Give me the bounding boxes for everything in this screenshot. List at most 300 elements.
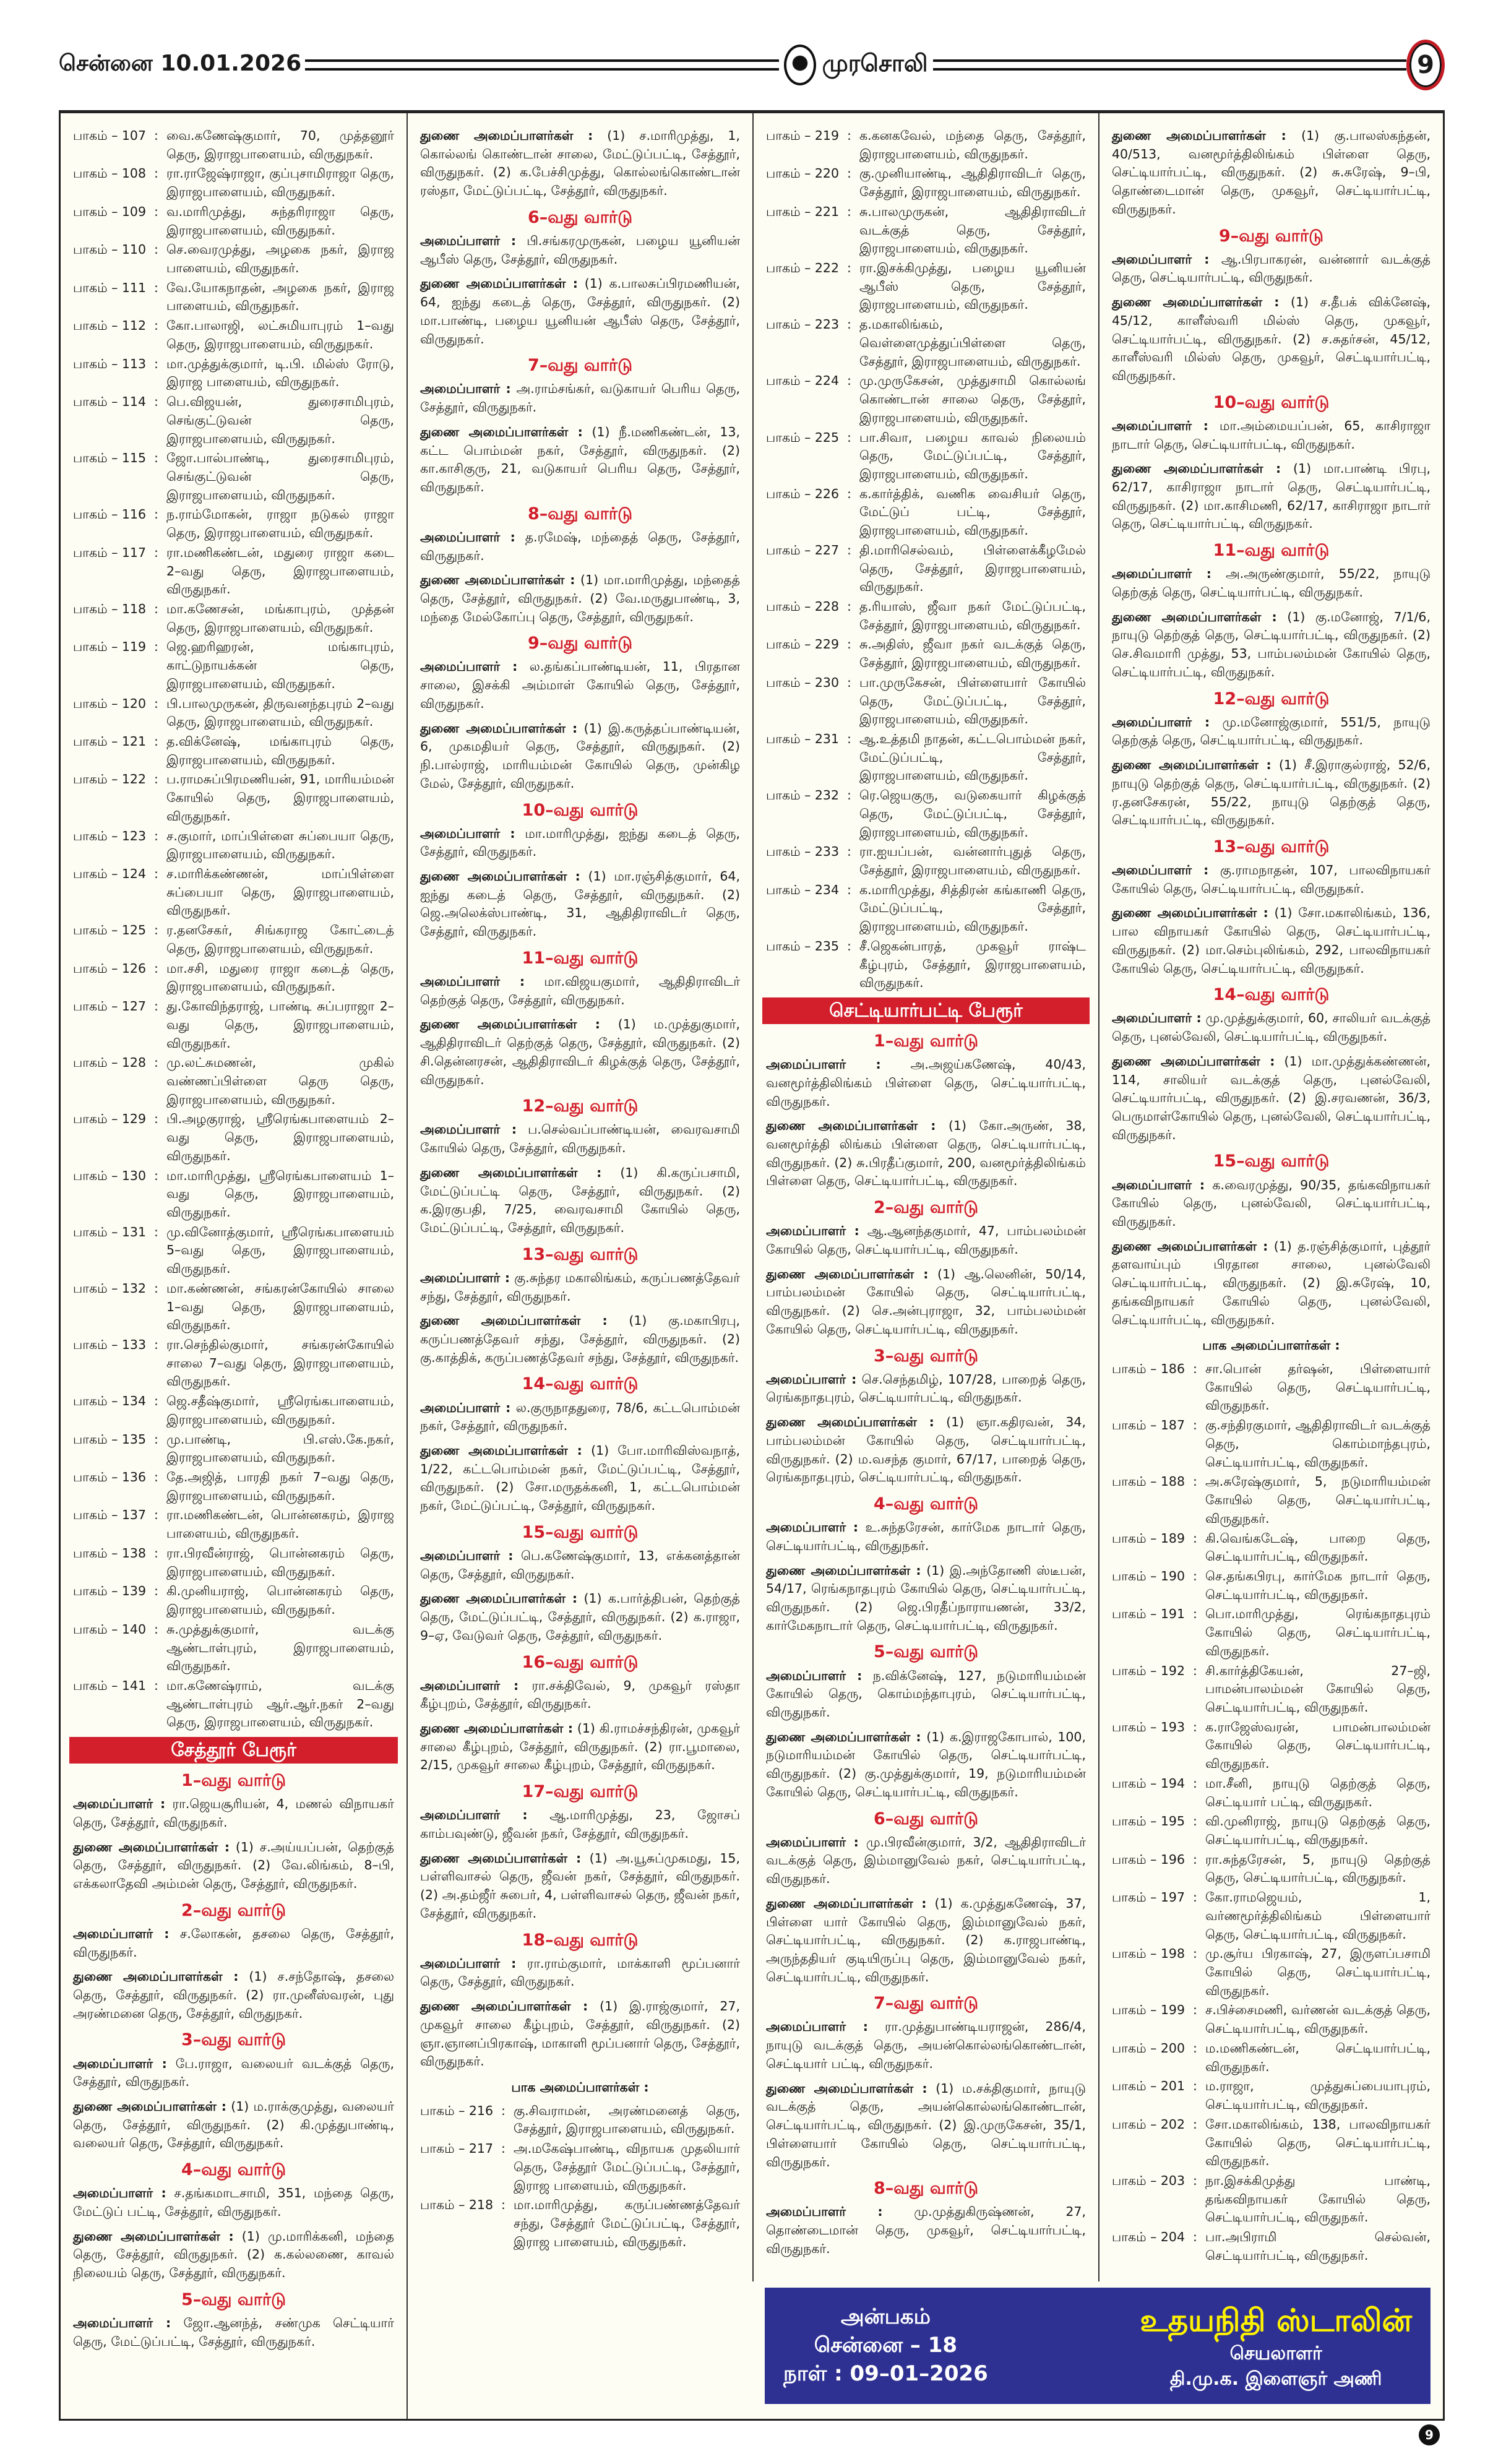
booth-organizer: பொ.மாரிமுத்து, ரெங்கநாதபுரம் கோயில் தெரு, செட்டியார்பட்டி, விருதுநகர். xyxy=(1205,1606,1431,1658)
organizer-text: பெ.கணேஷ்குமார், 13, எக்கனத்தான் தெரு, சேத்தூர், விருதுநகர். xyxy=(420,1548,740,1582)
booth-number: பாகம் – 221 xyxy=(766,204,839,219)
ward-deputies xyxy=(420,1312,740,1367)
organizer-text: அ.அருண்குமார், 55/22, நாயுடு தெற்குத் தெரு, செட்டியார்பட்டி, விருதுநகர். xyxy=(1112,566,1431,600)
separator: : xyxy=(154,1583,158,1599)
ward-deputies xyxy=(1112,1053,1431,1145)
organizer-text: மு.பிரவீன்குமார், 3/2, ஆதிதிராவிடர் வடக்குத் தெரு, இம்மானுவேல் நகர், செட்டியார்பட்டி, விருதுநகர். xyxy=(766,1834,1086,1887)
ward-heading: 15–வது வார்டு xyxy=(522,1522,639,1542)
booth-organizer: கு.முனியாண்டி, ஆதிதிராவிடர் தெரு, சேத்தூர், இராஜபாளையம், விருதுநகர். xyxy=(859,166,1086,200)
booth-number: பாகம் – 226 xyxy=(766,486,839,501)
separator: : xyxy=(847,128,851,143)
booth-number: பாகம் – 114 xyxy=(73,394,146,410)
deputies-text: (1) கி.கருப்பசாமி, மேட்டுப்பட்டி தெரு, சேத்தூர், விருதுநகர். (2) க.இரகுபதி, 7/25, வைரவசாமி கோயில் தெரு, மேட்டுப்பட்டி, சேத்தூர், விருதுநகர். xyxy=(420,1165,740,1235)
booth-entry xyxy=(1112,1662,1431,1717)
column-2 xyxy=(407,113,752,2419)
deputies-label: துணை அமைப்பாளர்கள் : xyxy=(766,2080,927,2096)
booth-organizer: ரா.பிரவீன்ராஜ், பொன்னகரம் தெரு, இராஜபாளையம், விருதுநகர். xyxy=(166,1545,394,1579)
ward-organizer xyxy=(420,1269,740,1306)
organizer-text: த.ரமேஷ், மந்தைத் தெரு, சேத்தூர், விருதுநகர். xyxy=(420,529,740,563)
deputies-label: துணை அமைப்பாளர்கள் : xyxy=(73,1969,239,1984)
ward-deputies xyxy=(420,720,740,793)
booth-organizer: மா.மாரிமுத்து, கருப்பண்ணத்தேவர் சந்து, சேத்தூர் மேட்டுப்பட்டி, சேத்தூர், இராஜ பாளையம், விருதுநகர். xyxy=(514,2197,740,2249)
organizer-label: அமைப்பாளர் : xyxy=(73,2315,171,2330)
booth-number: பாகம் – 137 xyxy=(73,1507,146,1523)
deputies-text: (1) க.பாலசுப்பிரமணியன், 64, ஐந்து கடைத் தெரு, சேத்தூர், விருதுநகர். (2) மா.பாண்டி, பழைய யூனியன் ஆபீஸ் தெரு, சேத்தூர், விருதுநகர். xyxy=(420,276,740,347)
page-header xyxy=(59,43,1445,87)
booth-organizer: சா.பொன் தர்ஷன், பிள்ளையார் கோயில் தெரு, செட்டியார்பட்டி, விருதுநகர். xyxy=(1205,1361,1431,1413)
ward-deputies xyxy=(420,1720,740,1775)
organizer-label: அமைப்பாளர் : xyxy=(420,1400,511,1415)
organizer-label: அமைப்பாளர் : xyxy=(766,2204,883,2220)
organizer-label: அமைப்பாளர் : xyxy=(1112,566,1211,582)
organizer-text: ரா.முத்துபாண்டியராஜன், 286/4, நாயுடு வடக்குத் தெரு, அயன்கொல்லங்கொண்டான், செட்டியார் பட்டி, விருதுநகர். xyxy=(766,2019,1086,2071)
ward-heading: 1–வது வார்டு xyxy=(873,1032,979,1051)
booth-organizer: கோ.ராமஜெயம், 1, வர்ணமூர்த்திலிங்கம் பிள்ளையார் தெரு, செட்டியார்பட்டி, விருதுநகர். xyxy=(1205,1890,1431,1942)
ward-organizer xyxy=(766,1833,1086,1889)
deputies-text: (1) கி.ராமச்சந்திரன், முகவூர் சாலை கீழ்புறம், சேத்தூர், விருதுநகர். (2) ரா.பூமாலை, 2/15, முகவூர் சாலை கீழ்புறம், சேத்தூர், விருதுநகர். xyxy=(420,1721,740,1773)
booth-number: பாகம் – 124 xyxy=(73,866,146,882)
booth-organizer: செ.தங்கபிரபு, கார்மேக நாடார் தெரு, செட்டியார்பட்டி, விருதுநகர். xyxy=(1205,1568,1431,1602)
organizer-label: அமைப்பாளர் : xyxy=(766,1371,857,1387)
ward-heading: 1–வது வார்டு xyxy=(181,1771,286,1791)
deputies-label: துணை அமைப்பாளர்கள் : xyxy=(766,1729,921,1744)
booth-number: பாகம் – 199 xyxy=(1112,2002,1185,2018)
booth-number: பாகம் – 201 xyxy=(1112,2078,1185,2094)
booth-organizer: நா.இசக்கிமுத்து பாண்டி, தங்கவிநாயகர் கோயில் தெரு, செட்டியார்பட்டி, விருதுநகர். xyxy=(1205,2173,1431,2225)
booth-organizer: கி.முனியராஜ், பொன்னகரம் தெரு, இராஜபாளையம், விருதுநகர். xyxy=(166,1583,394,1618)
ward-deputies xyxy=(766,1562,1086,1635)
booth-entry xyxy=(420,2140,740,2195)
ward-heading: 17–வது வார்டு xyxy=(522,1782,639,1802)
separator: : xyxy=(154,734,158,749)
separator: : xyxy=(1193,2173,1197,2188)
separator: : xyxy=(154,866,158,882)
separator: : xyxy=(154,1337,158,1352)
ward-heading: 3–வது வார்டு xyxy=(181,2030,286,2050)
ward-organizer xyxy=(766,2018,1086,2073)
ward-organizer xyxy=(420,1547,740,1583)
ward-organizer xyxy=(1112,713,1431,750)
separator: : xyxy=(1193,1890,1197,1905)
deputies-text: (1) கு.மகாபிரபு, கருப்பணத்தேவர் சந்து, சேத்தூர், விருதுநகர். (2) கு.காத்திக், கருப்பணத்தேவர் சந்து, சேத்தூர், விருதுநகர். xyxy=(420,1313,740,1365)
separator: : xyxy=(154,1470,158,1485)
separator: : xyxy=(154,1111,158,1127)
booth-number: பாகம் – 126 xyxy=(73,960,146,976)
organizer-text: ஜோ.ஆனந்த், சண்முக செட்டியார் தெரு, மேட்டுப்பட்டி, சேத்தூர், விருதுநகர். xyxy=(73,2315,394,2349)
ward-heading: 13–வது வார்டு xyxy=(522,1244,639,1264)
ward-deputies xyxy=(1112,1238,1431,1330)
ward-deputies xyxy=(420,1997,740,2071)
booth-organizer: கு.சந்திரகுமார், ஆதிதிராவிடர் வடக்குத் தெரு, கொம்மாந்தபுரம், செட்டியார்பட்டி, விருதுநகர். xyxy=(1205,1418,1431,1470)
separator: : xyxy=(154,394,158,410)
separator: : xyxy=(154,356,158,371)
booth-entry xyxy=(73,1506,394,1543)
booth-organizer: ஆ.உத்தமி நாதன், கட்டபொம்மன் நகர், மேட்டுப்பட்டி, சேத்தூர், இராஜபாளையம், விருதுநகர். xyxy=(859,731,1086,783)
booth-entry xyxy=(73,317,394,353)
organizer-label: அமைப்பாளர் : xyxy=(1112,418,1208,433)
edition-date: சென்னை 10.01.2026 xyxy=(59,51,302,76)
ad-address-line: அன்பகம் xyxy=(840,2304,931,2329)
header-rule xyxy=(933,59,1406,71)
ward-deputies xyxy=(420,571,740,626)
booth-number: பாகம் – 220 xyxy=(766,166,839,181)
organizer-label: அமைப்பாளர் : xyxy=(1112,1010,1202,1026)
deputies-text: (1) சோ.மகாலிங்கம், 136, பால விநாயகர் கோயில் தெரு, செட்டியார்பட்டி, விருதுநகர். (2) மா.செம்புலிங்கம், 292, பாலவிநாயகர் கோயில் தெரு, செட்டியார்பட்டி, விருதுநகர். xyxy=(1112,905,1431,976)
deputies-text: (1) இ.ராஜ்குமார், 27, முகவூர் சாலை கீழ்புறம், சேத்தூர், விருதுநகர். (2) ஞா.ஞானப்பிரகாஷ், மாகாளி மூப்பனார் தெரு, சேத்தூர், விருதுநகர். xyxy=(420,1999,740,2069)
ward-heading: 3–வது வார்டு xyxy=(873,1346,979,1366)
booth-number: பாகம் – 189 xyxy=(1112,1530,1185,1546)
town-section-banner: சேத்தூர் பேரூர் xyxy=(69,1737,398,1764)
booth-organizer: த.விக்னேஷ், மங்காபுரம் தெரு, இராஜபாளையம், விருதுநகர். xyxy=(166,734,394,767)
booth-organizer: ஜெ.சதீஷ்குமார், ஸ்ரீரெங்கபாளையம், இராஜபாளையம், விருதுநகர். xyxy=(166,1394,394,1427)
deputies-label: துணை அமைப்பாளர்கள் : xyxy=(1112,905,1268,921)
organizer-text: மா.மாரிமுத்து, ஐந்து கடைத் தெரு, சேத்தூர், விருதுநகர். xyxy=(420,825,740,859)
deputies-text: (1) ஆ.லெனின், 50/14, பாம்பலம்மன் கோயில் தெரு, செட்டியார்பட்டி, விருதுநகர். (2) செ.அன்புராஜா, 32, பாம்பலம்மன் கோயில் தெரு, செட்டியார்பட்டி, விருதுநகர். xyxy=(766,1266,1086,1337)
booth-number: பாகம் – 235 xyxy=(766,938,839,954)
separator: : xyxy=(847,542,851,558)
deputies-label: துணை அமைப்பாளர்கள் : xyxy=(73,2228,234,2244)
ward-deputies xyxy=(420,423,740,497)
separator: : xyxy=(154,166,158,181)
ward-heading: 5–வது வார்டு xyxy=(181,2290,286,2309)
column-3 xyxy=(752,113,1098,2281)
ward-organizer xyxy=(420,1955,740,1991)
booth-entry xyxy=(73,865,394,920)
booth-entry xyxy=(73,203,394,239)
deputies-text: (1) சீ.இராகுல்ராஜ், 52/6, நாயுடு தெற்குத் தெரு, செட்டியார்பட்டி, விருதுநகர். (2) ர.தனசேகரன், 55/22, நாயுடு தெற்குத் தெரு, செட்டியார்பட்டி, விருதுநகர். xyxy=(1112,757,1431,828)
ward-deputies xyxy=(766,1728,1086,1802)
booth-number: பாகம் – 125 xyxy=(73,923,146,938)
booth-entry xyxy=(73,1280,394,1335)
booth-entry xyxy=(766,372,1086,427)
ad-organization: தி.மு.க. இளைஞர் அணி xyxy=(1169,2367,1382,2390)
ward-deputies xyxy=(420,1442,740,1515)
booth-number: பாகம் – 131 xyxy=(73,1224,146,1239)
ward-deputies xyxy=(420,868,740,941)
booth-organizer: ரெ.ஜெயகுரு, வடுகையார் கிழக்குத் தெரு, மேட்டுப்பட்டி, சேத்தூர், இராஜபாளையம், விருதுநகர். xyxy=(859,788,1086,840)
deputies-text: (1) ம.ராக்குமுத்து, வலையர் தெரு, சேத்தூர், விருதுநகர். (2) கி.முத்துபாண்டி, வலையர் தெரு, சேத்தூர், விருதுநகர். xyxy=(73,2099,395,2151)
separator: : xyxy=(847,204,851,219)
booth-number: பாகம் – 119 xyxy=(73,639,146,655)
booth-number: பாகம் – 223 xyxy=(766,317,839,332)
separator: : xyxy=(1193,2040,1197,2056)
booth-organizer: சு.அதிஸ், ஜீவா நகர் வடக்குத் தெரு, சேத்தூர், இராஜபாளையம், விருதுநகர். xyxy=(859,637,1086,671)
ward-organizer xyxy=(1112,251,1431,287)
ward-heading: 13–வது வார்டு xyxy=(1213,837,1330,856)
booth-organizer: பா.முருகேசன், பிள்ளையார் கோயில் தெரு, மேட்டுப்பட்டி, சேத்தூர், இராஜபாளையம், விருதுநகர். xyxy=(859,674,1086,727)
separator: : xyxy=(847,317,851,332)
booth-entry xyxy=(766,730,1086,785)
booth-entry xyxy=(1112,1416,1431,1471)
booth-entry xyxy=(766,203,1086,258)
deputies-label: துணை அமைப்பாளர்கள் : xyxy=(1112,1238,1268,1254)
organizer-text: ஆ.ஆனந்தகுமார், 47, பாம்பலம்மன் கோயில் தெரு, செட்டியார்பட்டி, விருதுநகர். xyxy=(766,1223,1086,1257)
deputies-text: (1) மா.ரஞ்சித்குமார், 64, ஐந்து கடைத் தெரு, சேத்தூர், விருதுநகர். (2) ஜெ.அலெக்ஸ்பாண்டி, 31, ஆதிதிராவிடர் தெரு, சேத்தூர், விருதுநகர். xyxy=(420,869,740,939)
booth-entry xyxy=(73,127,394,163)
deputies-label: துணை அமைப்பாளர்கள் : xyxy=(420,276,578,291)
booth-number: பாகம் – 116 xyxy=(73,507,146,522)
organizer-label: அமைப்பாளர் : xyxy=(766,1057,881,1072)
ward-deputies xyxy=(420,127,740,200)
booth-entry xyxy=(1112,2172,1431,2227)
booth-number: பாகம் – 228 xyxy=(766,598,839,614)
separator: : xyxy=(1193,1775,1197,1791)
deputies-label: துணை அமைப்பாளர்கள் : xyxy=(420,424,583,439)
ward-heading: 7–வது வார்டு xyxy=(527,356,633,376)
booth-entry xyxy=(766,127,1086,163)
organizer-text: அ.அஜய்கணேஷ், 40/43, வனமூர்த்திலிங்கம் பிள்ளை தெரு, செட்டியார்பட்டி, விருதுநகர். xyxy=(766,1057,1086,1109)
booth-entry xyxy=(73,638,394,693)
booth-entry xyxy=(73,279,394,316)
ward-organizer xyxy=(766,1518,1086,1555)
booth-number: பாகம் – 128 xyxy=(73,1055,146,1070)
booth-organizer: ச.குமார், மாப்பிள்ளை சுப்பையா தெரு, இராஜபாளையம், விருதுநகர். xyxy=(166,828,394,862)
booth-number: பாகம் – 216 xyxy=(420,2103,493,2118)
booth-number: பாகம் – 200 xyxy=(1112,2040,1185,2056)
deputies-text: (1) ச.மாரிமுத்து, 1, கொல்லங் கொண்டான் சாலை, மேட்டுப்பட்டி, சேத்தூர், விருதுநகர். (2) க.பேச்சிமுத்து, கொல்லங்கொண்டான் ரஸ்தா, மேட்டுப்பட்டி, சேத்தூர், விருதுநகர். xyxy=(420,128,740,199)
booth-entry xyxy=(1112,1718,1431,1773)
deputies-text: (1) க.பார்த்திபன், தெற்குத் தெரு, மேட்டுப்பட்டி, சேத்தூர், விருதுநகர். (2) க.ராஜா, 9–ஏ, வேடுவர் தெரு, சேத்தூர், விருதுநகர். xyxy=(420,1591,740,1643)
ward-organizer xyxy=(766,1222,1086,1259)
booth-number: பாகம் – 232 xyxy=(766,788,839,803)
deputies-label: துணை அமைப்பாளர்கள் : xyxy=(420,1721,574,1736)
booth-organizer: ஜெ.ஹரிஹரன், மங்காபுரம், காட்டுநாயக்கன் தெரு, இராஜபாளையம், விருதுநகர். xyxy=(166,639,394,691)
ward-deputies xyxy=(766,1413,1086,1487)
booth-entry xyxy=(1112,2228,1431,2265)
organizer-text: ல.தங்கப்பாண்டியன், 11, பிரதான சாலை, இசக்கி அம்மாள் கோயில் தெரு, சேத்தூர், விருதுநகர். xyxy=(420,659,740,711)
footer xyxy=(59,2421,1445,2464)
ward-heading: 16–வது வார்டு xyxy=(522,1652,639,1672)
booth-organizer: க.ராஜேஸ்வரன், பாமன்பாலம்மன் கோயில் தெரு, செட்டியார்பட்டி, விருதுநகர். xyxy=(1205,1719,1431,1772)
organizer-label: அமைப்பாளர் : xyxy=(420,974,525,989)
separator: : xyxy=(1193,2002,1197,2018)
booth-entry xyxy=(1112,1530,1431,1566)
booth-number: பாகம் – 230 xyxy=(766,674,839,690)
booth-number: பாகம் – 190 xyxy=(1112,1568,1185,1583)
booth-organizer: ரா.செந்தில்குமார், சங்கரன்கோயில் சாலை 7–வது தெரு, இராஜபாளையம், விருதுநகர். xyxy=(166,1337,394,1389)
ward-organizer xyxy=(420,973,740,1009)
organizer-label: அமைப்பாளர் : xyxy=(73,1796,166,1812)
booth-number: பாகம் – 229 xyxy=(766,637,839,652)
booth-organizer: மா.மாரிமுத்து, ஸ்ரீரெங்கபாளையம் 1–வது தெரு, இராஜபாளையம், விருதுநகர். xyxy=(166,1168,394,1220)
booth-organizer: க.கனகவேல், மந்தை தெரு, சேத்தூர், இராஜபாளையம், விருதுநகர். xyxy=(859,128,1086,162)
booth-number: பாகம் – 121 xyxy=(73,734,146,749)
booth-organizer: செ.வைரமுத்து, அழகை நகர், இராஜ பாளையம், விருதுநகர். xyxy=(166,242,394,276)
booth-entry xyxy=(766,937,1086,993)
booth-entry xyxy=(766,429,1086,484)
separator: : xyxy=(847,486,851,501)
separator: : xyxy=(154,1507,158,1523)
separator: : xyxy=(1193,2078,1197,2094)
booth-number: பாகம் – 112 xyxy=(73,318,146,334)
booth-number: பாகம் – 122 xyxy=(73,772,146,787)
booth-organizer: சு.முத்துக்குமார், வடக்கு ஆண்டாள்புரம், இராஜபாளையம், விருதுநகர். xyxy=(166,1621,394,1674)
booth-number: பாகம் – 115 xyxy=(73,450,146,466)
deputies-text: (1) ஞா.கதிரவன், 34, பாம்பலம்மன் கோயில் தெரு, செட்டியார்பட்டி, விருதுநகர். (2) ம.வசந்த குமார், 67/17, பாறைத் தெரு, ரெங்கநாதபுரம், செட்டியார்பட்டி, விருதுநகர். xyxy=(766,1415,1086,1485)
booth-number: பாகம் – 123 xyxy=(73,828,146,843)
booth-organizer: ரா.சுந்தரேசன், 5, நாயுடு தெற்குத் தெரு, செட்டியார்பட்டி, விருதுநகர். xyxy=(1205,1851,1431,1885)
organizer-label: அமைப்பாளர் : xyxy=(73,1926,170,1941)
booth-number: பாகம் – 218 xyxy=(420,2197,493,2213)
organizer-text: ரா.சக்திவேல், 9, முகவூர் ரஸ்தா கீழ்புறம், சேத்தூர், விருதுநகர். xyxy=(420,1678,740,1712)
separator: : xyxy=(847,844,851,859)
booth-number: பாகம் – 111 xyxy=(73,280,146,295)
deputies-label: துணை அமைப்பாளர்கள் : xyxy=(766,1118,936,1134)
organizer-text: ரா.ஜெயசூரியன், 4, மணல் விநாயகர் தெரு, சேத்தூர், விருதுநகர். xyxy=(73,1796,394,1830)
booth-entry xyxy=(73,770,394,825)
booth-organizer: த.மகாலிங்கம், வெள்ளைமுத்துப்பிள்ளை தெரு, சேத்தூர், இராஜபாளையம், விருதுநகர். xyxy=(859,317,1086,369)
deputies-label: துணை அமைப்பாளர்கள் : xyxy=(1112,1053,1275,1069)
separator: : xyxy=(1193,1418,1197,1433)
booth-organizer: வ.மாரிமுத்து, சுந்தரிராஜா தெரு, இராஜபாளையம், விருதுநகர். xyxy=(166,204,394,238)
deputies-text: (1) க.இராஜகோபால், 100, நடுமாரியம்மன் கோயில் தெரு, செட்டியார்பட்டி, விருதுநகர். (2) கு.முத்துக்குமார், 19, நடுமாரியம்மன் கோயில் தெரு, செட்டியார்பட்டி, விருதுநகர். xyxy=(766,1729,1086,1799)
ward-organizer xyxy=(73,1925,394,1962)
separator: : xyxy=(154,1055,158,1070)
booth-organizer: பா.சிவா, பழைய காவல் நிலையம் தெரு, மேட்டுப்பட்டி, சேத்தூர், இராஜபாளையம், விருதுநகர். xyxy=(859,429,1086,481)
booth-number: பாகம் – 117 xyxy=(73,545,146,560)
deputies-label: துணை அமைப்பாளர்கள் : xyxy=(1112,757,1271,773)
booth-entry xyxy=(73,1110,394,1165)
booth-organizer: ரா.ராஜேஷ்ராஜா, குப்புசாமிராஜா தெரு, இராஜபாளையம், விருதுநகர். xyxy=(166,166,394,200)
booth-entry xyxy=(73,1544,394,1581)
ward-organizer xyxy=(420,528,740,565)
separator: : xyxy=(847,788,851,803)
booth-organizer: ரா.மணிகண்டன், மதுரை ராஜா கடை 2–வது தெரு, இராஜபாளையம், விருதுநகர். xyxy=(166,545,394,597)
ward-deputies xyxy=(73,2098,394,2153)
booth-entry xyxy=(73,695,394,731)
booth-number: பாகம் – 136 xyxy=(73,1470,146,1485)
ward-heading: 4–வது வார்டு xyxy=(873,1494,979,1514)
ward-heading: 11–வது வார்டு xyxy=(522,948,639,968)
booth-organizer: பி.பாலமுருகன், திருவனந்தபுரம் 2–வது தெரு, இராஜபாளையம், விருதுநகர். xyxy=(166,696,394,730)
organizer-label: அமைப்பாளர் : xyxy=(420,659,518,674)
booth-number: பாகம் – 203 xyxy=(1112,2173,1185,2188)
booth-organizer: கு.சிவராமன், அரண்மனைத் தெரு, சேத்தூர், இராஜபாளையம், விருதுநகர். xyxy=(514,2103,740,2137)
deputies-text: (1) போ.மாரிவிஸ்வநாத், 1/22, கட்டபொம்மன் நகர், மேட்டுப்பட்டி, சேத்தூர், விருதுநகர். (2) சோ.மருதக்கனி, 1, கட்டபொம்மன் நகர், மேட்டுப்பட்டி, சேத்தூர், விருதுநகர். xyxy=(420,1442,741,1514)
booth-entry xyxy=(766,843,1086,879)
separator: : xyxy=(154,1280,158,1296)
separator: : xyxy=(1193,1474,1197,1489)
separator: : xyxy=(1193,1663,1197,1678)
booth-entry xyxy=(1112,1889,1431,1944)
organizer-text: உ.சுந்தரேசன், கார்மேக நாடார் தெரு, செட்டியார்பட்டி, விருதுநகர். xyxy=(766,1520,1086,1553)
ward-deputies xyxy=(766,1117,1086,1191)
booth-organizer: ந.ராம்மோகன், ராஜா நடுகல் ராஜா தெரு, இராஜபாளையம், விருதுநகர். xyxy=(166,507,394,541)
booth-entry xyxy=(1112,1360,1431,1415)
masthead-title: முரசொலி xyxy=(822,50,928,77)
booth-number: பாகம் – 233 xyxy=(766,844,839,859)
ward-heading: 4–வது வார்டு xyxy=(181,2160,286,2180)
ward-deputies xyxy=(73,1838,394,1893)
organizer-text: பி.சங்கரமுருகன், பழைய யூனியன் ஆபீஸ் தெரு, சேத்தூர், விருதுநகர். xyxy=(420,233,740,267)
ward-heading: 12–வது வார்டு xyxy=(522,1096,639,1116)
booth-entry xyxy=(73,733,394,769)
ward-organizer xyxy=(73,2055,394,2091)
booth-number: பாகம் – 139 xyxy=(73,1583,146,1599)
deputies-text: (1) ச.சந்தோஷ், தசலை தெரு, சேத்தூர், விருதுநகர். (2) ரா.முனீஸ்வரன், புது அரண்மனை தெரு, சேத்தூர், விருதுநகர். xyxy=(73,1969,394,2021)
booth-organizer: மு.வினோத்குமார், ஸ்ரீரெங்கபாளையம் 5–வது தெரு, இராஜபாளையம், விருதுநகர். xyxy=(166,1224,394,1277)
ward-organizer xyxy=(420,1677,740,1713)
booth-entry xyxy=(1112,2116,1431,2171)
organizer-label: அமைப்பாளர் : xyxy=(766,1668,863,1683)
subheading: பாக அமைப்பாளர்கள் : xyxy=(1202,1338,1340,1353)
booth-organizer: மு.முருகேசன், முத்துசாமி கொல்லங் கொண்டான் சாலை தெரு, சேத்தூர், இராஜபாளையம், விருதுநகர். xyxy=(859,373,1086,425)
organizer-text: அ.ராம்சங்கர், வடுகாயர் பெரிய தெரு, சேத்தூர், விருதுநகர். xyxy=(420,381,740,415)
ward-heading: 5–வது வார்டு xyxy=(873,1642,979,1662)
separator: : xyxy=(847,938,851,954)
ward-heading: 11–வது வார்டு xyxy=(1213,541,1330,561)
ward-deputies xyxy=(420,1164,740,1238)
separator: : xyxy=(847,261,851,276)
booth-organizer: ச.மாரிக்கண்ணன், மாப்பிள்ளை சுப்பையா தெரு, இராஜபாளையம், விருதுநகர். xyxy=(166,866,394,918)
organizer-label: அமைப்பாளர் : xyxy=(420,1548,514,1563)
booth-number: பாகம் – 127 xyxy=(73,999,146,1014)
deputies-text: (1) கு.பாலஸ்கந்தன், 40/513, வனமூர்த்திலிங்கம் பிள்ளை தெரு, செட்டியார்பட்டி, விருதுநகர். (2) சு.சுரேஷ், 9–பி, தொண்டைமான் தெரு, முகவூர், செட்டியார்பட்டி, விருதுநகர். xyxy=(1112,128,1431,217)
booth-entry xyxy=(420,2196,740,2251)
ward-deputies xyxy=(1112,460,1431,533)
deputies-text: (1) கோ.அருண், 38, வனமூர்த்தி லிங்கம் பிள்ளை தெரு, செட்டியார்பட்டி, விருதுநகர். (2) சு.பிரதீப்குமார், 200, வனமூர்த்திலிங்கம் பிள்ளை தெரு, செட்டியார்பட்டி, விருதுநகர். xyxy=(766,1118,1086,1189)
booth-number: பாகம் – 192 xyxy=(1112,1663,1185,1678)
ad-address xyxy=(783,2303,988,2389)
deputies-text: (1) மா.முத்துக்கண்ணன், 114, சாலியர் வடக்குத் தெரு, புனல்வேலி, செட்டியார்பட்டி, விருதுநகர். (2) இ.சரவணன், 36/3, பெருமாள்கோயில் தெரு, புனல்வேலி, செட்டியார்பட்டி, விருதுநகர். xyxy=(1112,1053,1431,1142)
booth-number: பாகம் – 118 xyxy=(73,601,146,616)
booth-entry xyxy=(73,241,394,277)
separator: : xyxy=(1193,1606,1197,1622)
booth-organizer: ரா.மணிகண்டன், பொன்னகரம், இராஜ பாளையம், விருதுநகர். xyxy=(166,1507,394,1541)
deputies-label: துணை அமைப்பாளர்கள் : xyxy=(73,1839,230,1854)
booth-organizer: அ.மகேஷ்பாண்டி, விநாயக முதலியார் தெரு, சேத்தூர் மேட்டுப்பட்டி, சேத்தூர், இராஜ பாளையம், விருதுநகர். xyxy=(514,2141,740,2193)
organizer-text: ஆ.மாரிமுத்து, 23, ஜோசப் காம்பவுண்டு, ஜீவன் நகர், சேத்தூர், விருதுநகர். xyxy=(420,1807,740,1841)
booth-organizer: கோ.பாலாஜி, லட்சுமியாபுரம் 1–வது தெரு, இராஜபாளையம், விருதுநகர். xyxy=(166,318,394,351)
booth-number: பாகம் – 204 xyxy=(1112,2229,1185,2245)
ward-organizer xyxy=(1112,417,1431,454)
organizer-text: மா.விஜயகுமார், ஆதிதிராவிடர் தெற்குத் தெரு, சேத்தூர், விருதுநகர். xyxy=(420,974,740,1007)
separator: : xyxy=(154,128,158,143)
organizer-text: ஆ.பிரபாகரன், வன்னார் வடக்குத் தெரு, செட்டியார்பட்டி, விருதுநகர். xyxy=(1112,251,1431,285)
deputies-text: (1) க.முத்துகணேஷ், 37, பிள்ளை யார் கோயில் தெரு, இம்மானுவேல் நகர், செட்டியார்பட்டி, விருதுநகர். (2) க.ராஜபாண்டி, அருந்ததியர் குடியிருப்பு தெரு, இம்மானுவேல் நகர், செட்டியார்பட்டி, விருதுநகர். xyxy=(766,1895,1086,1984)
organizer-text: ச.தங்கமாடசாமி, 351, மந்தை தெரு, மேட்டுப் பட்டி, சேத்தூர், விருதுநகர். xyxy=(73,2186,394,2219)
organizer-label: அமைப்பாளர் : xyxy=(73,2056,167,2071)
deputies-label: துணை அமைப்பாளர்கள் : xyxy=(1112,128,1286,143)
ward-heading: 10–வது வார்டு xyxy=(1213,392,1330,412)
booth-organizer: பா.அபிராமி செல்வன், செட்டியார்பட்டி, விருதுநகர். xyxy=(1205,2229,1431,2263)
booth-organizer: ம.மணிகண்டன், செட்டியார்பட்டி, விருதுநகர். xyxy=(1205,2040,1431,2074)
organizer-text: கு.ராமநாதன், 107, பாலவிநாயகர் கோயில் தெரு, செட்டியார்பட்டி, விருதுநகர். xyxy=(1112,863,1431,896)
booth-organizer: தே.அஜித், பாரதி நகர் 7–வது தெரு, இராஜபாளையம், விருதுநகர். xyxy=(166,1470,394,1503)
booth-number: பாகம் – 129 xyxy=(73,1111,146,1127)
separator: : xyxy=(1193,2116,1197,2132)
booth-organizer: மு.பாண்டி, பி.எஸ்.கே.நகர், இராஜபாளையம், விருதுநகர். xyxy=(166,1431,394,1465)
ward-heading: 15–வது வார்டு xyxy=(1213,1152,1330,1171)
deputies-text: (1) இ.கருத்தப்பாண்டியன், 6, முகமதியர் தெரு, சேத்தூர், விருதுநகர். (2) நி.பால்ராஜ், மாரியம்மன் கோயில் தெரு, முன்கிழ மேல், சேத்தூர், விருதுநகர். xyxy=(420,720,740,791)
separator: : xyxy=(847,429,851,445)
column-1 xyxy=(61,113,407,2419)
organizer-label: அமைப்பாளர் : xyxy=(420,1270,510,1285)
ad-role: செயலாளர் xyxy=(1229,2343,1322,2365)
deputies-text: (1) ச.தீபக் விக்னேஷ், 45/12, காளீஸ்வரி மில்ஸ் தெரு, முகவூர், செட்டியார்பட்டி, விருதுநகர். (2) ச.சுதர்சன், 45/12, காளீஸ்வரி மில்ஸ் தெரு, முகவூர், செட்டியார்பட்டி, விருதுநகர். xyxy=(1112,295,1431,383)
booth-organizer: கி.வெங்கடேஷ், பாறை தெரு, செட்டியார்பட்டி, விருதுநகர். xyxy=(1205,1530,1431,1564)
booth-entry xyxy=(766,786,1086,842)
booth-number: பாகம் – 187 xyxy=(1112,1418,1185,1433)
page-number-badge: 9 xyxy=(1406,40,1445,90)
organizer-text: பே.ராஜா, வலையர் வடக்குத் தெரு, சேத்தூர், விருதுநகர். xyxy=(73,2056,394,2090)
ad-date: நாள் : 09–01–2026 xyxy=(783,2361,988,2386)
booth-organizer: சு.பாலமுருகன், ஆதிதிராவிடர் வடக்குத் தெரு, சேத்தூர், இராஜபாளையம், விருதுநகர். xyxy=(859,204,1086,256)
deputies-label: துணை அமைப்பாளர்கள் : xyxy=(1112,609,1277,624)
ad-address-line: சென்னை – 18 xyxy=(814,2332,958,2358)
booth-entry xyxy=(766,485,1086,540)
ward-deputies xyxy=(1112,608,1431,682)
